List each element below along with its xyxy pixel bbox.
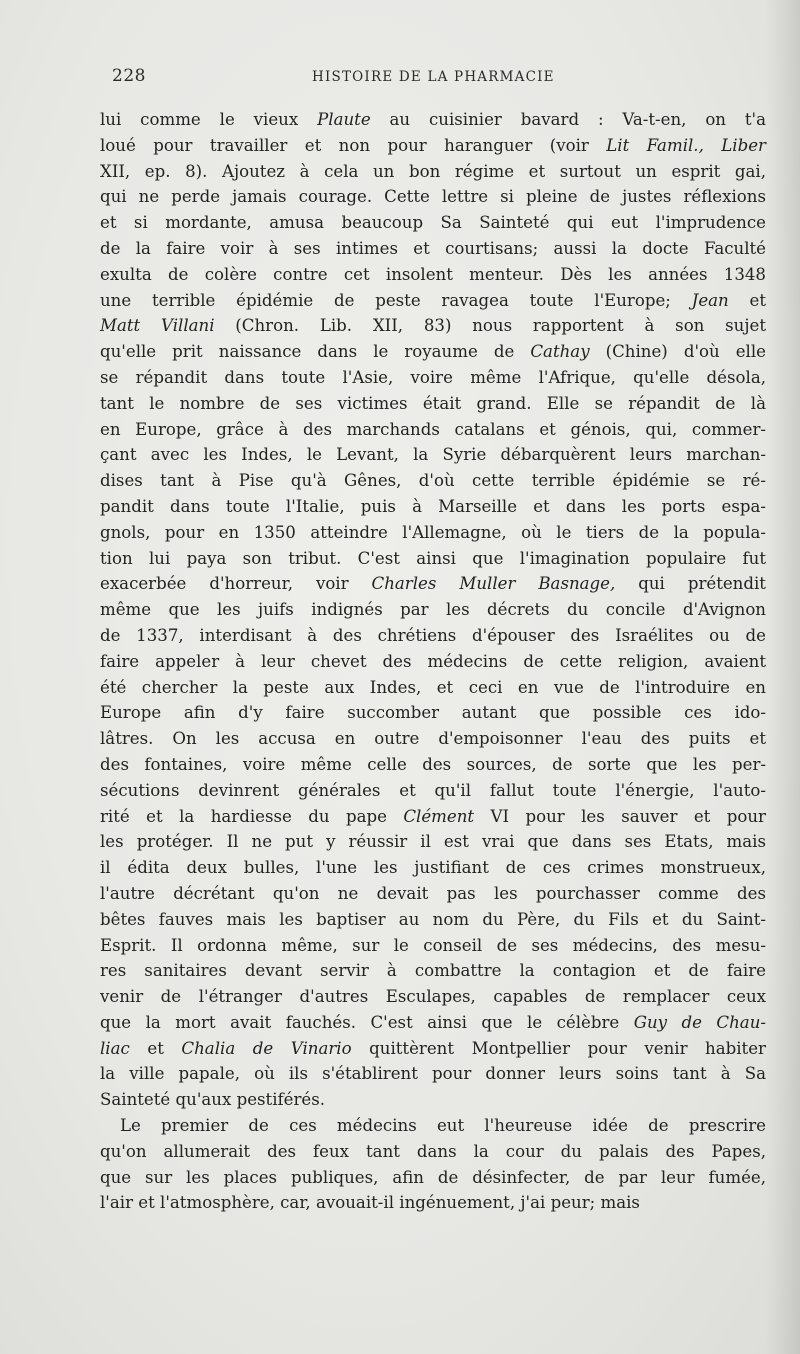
text-line bbox=[100, 1165, 766, 1191]
text-line bbox=[100, 1139, 766, 1165]
text-line bbox=[100, 546, 766, 572]
italic-name: Lit Famil., Liber bbox=[606, 135, 766, 155]
text-line bbox=[100, 804, 766, 830]
text-run: Le premier de ces médecins eut l'heureuse idée de prescrire bbox=[120, 1116, 766, 1136]
text-line bbox=[100, 829, 766, 855]
text-line bbox=[100, 159, 766, 185]
text-run: (Chron. Lib. XII, 83) nous rapportent à son sujet bbox=[214, 316, 766, 336]
text-line bbox=[100, 184, 766, 210]
text-run: loué pour travailler et non pour haranguer (voir bbox=[100, 135, 607, 155]
page-number: 228 bbox=[112, 66, 146, 86]
text-line bbox=[100, 391, 766, 417]
text-line bbox=[100, 1036, 766, 1062]
text-run: qu'elle prit naissance dans le royaume de bbox=[100, 342, 531, 362]
text-run: l'autre décrétant qu'on ne devait pas les pourchasser comme des bbox=[100, 883, 766, 903]
text-line bbox=[100, 417, 766, 443]
text-line bbox=[100, 597, 766, 623]
text-run: et bbox=[129, 1038, 182, 1058]
text-line bbox=[100, 1087, 766, 1113]
text-line bbox=[100, 881, 766, 907]
text-run: et si mordante, amusa beaucoup Sa Sainteté qui eut l'imprudence bbox=[100, 213, 766, 233]
italic-name: Chalia de Vinario bbox=[181, 1038, 352, 1058]
text-run: sécutions devinrent générales et qu'il fallut toute l'énergie, l'auto- bbox=[100, 780, 766, 800]
italic-name: Charles Muller Basnage, bbox=[371, 574, 616, 594]
text-line bbox=[100, 623, 766, 649]
text-run: une terrible épidémie de peste ravagea toute l'Europe; bbox=[100, 290, 692, 310]
text-line bbox=[100, 442, 766, 468]
text-line bbox=[100, 468, 766, 494]
text-run: XII, ep. 8). Ajoutez à cela un bon régime et surtout un esprit gai, bbox=[100, 161, 766, 181]
text-run: rité et la hardiesse du pape bbox=[100, 806, 404, 826]
text-line bbox=[100, 778, 766, 804]
text-run: de la faire voir à ses intimes et courtisans; aussi la docte Faculté bbox=[100, 238, 766, 258]
text-line bbox=[100, 494, 766, 520]
text-run: venir de l'étranger d'autres Esculapes, capables de remplacer ceux bbox=[100, 987, 766, 1007]
running-title: HISTOIRE DE LA PHARMACIE bbox=[312, 69, 555, 85]
text-run: que la mort avait fauchés. C'est ainsi que le célèbre bbox=[100, 1012, 634, 1032]
text-line bbox=[100, 752, 766, 778]
text-run: exacerbée d'horreur, voir bbox=[100, 574, 372, 594]
text-line bbox=[100, 700, 766, 726]
text-line bbox=[100, 262, 766, 288]
text-run: Esprit. Il ordonna même, sur le conseil de ses médecins, des mesu- bbox=[100, 935, 766, 955]
text-run: VI pour les sauver et pour bbox=[474, 806, 766, 826]
text-run: il édita deux bulles, l'une les justifiant de ces crimes monstrueux, bbox=[100, 858, 766, 878]
text-run: et bbox=[728, 290, 767, 310]
text-run: tant le nombre de ses victimes était grand. Elle se répandit de là bbox=[100, 393, 766, 413]
text-run: été chercher la peste aux Indes, et ceci en vue de l'introduire en bbox=[100, 677, 766, 697]
paragraph-2 bbox=[100, 1113, 766, 1216]
text-run: qui ne perde jamais courage. Cette lettre si pleine de justes réflexions bbox=[100, 187, 766, 207]
text-line bbox=[100, 958, 766, 984]
text-run: de 1337, interdisant à des chrétiens d'épouser des Israélites ou de bbox=[100, 625, 766, 645]
text-line bbox=[100, 649, 766, 675]
text-line bbox=[100, 571, 766, 597]
text-run: qui prétendit bbox=[615, 574, 766, 594]
text-run: dises tant à Pise qu'à Gênes, d'où cette terrible épidémie se ré- bbox=[100, 471, 766, 491]
text-run: exulta de colère contre cet insolent menteur. Dès les années 1348 bbox=[100, 264, 766, 284]
text-line bbox=[100, 907, 766, 933]
page-edge-shadow bbox=[766, 0, 800, 1354]
text-line bbox=[100, 520, 766, 546]
text-run: qu'on allumerait des feux tant dans la cour du palais des Papes, bbox=[100, 1141, 766, 1161]
text-run: que sur les places publiques, afin de désinfecter, de par leur fumée, bbox=[100, 1167, 766, 1187]
text-line bbox=[100, 1190, 766, 1216]
text-run: la ville papale, où ils s'établirent pour donner leurs soins tant à Sa bbox=[100, 1064, 766, 1084]
text-line bbox=[100, 313, 766, 339]
italic-name: liac bbox=[100, 1038, 130, 1058]
text-run: lui comme le vieux bbox=[100, 110, 318, 129]
text-run: res sanitaires devant servir à combattre la contagion et de faire bbox=[100, 961, 766, 981]
text-line bbox=[100, 288, 766, 314]
text-line bbox=[100, 339, 766, 365]
italic-name: Jean bbox=[691, 290, 729, 310]
text-run: en Europe, grâce à des marchands catalans et génois, qui, commer- bbox=[100, 419, 766, 439]
text-line bbox=[100, 107, 766, 133]
text-line bbox=[100, 933, 766, 959]
text-run: des fontaines, voire même celle des sources, de sorte que les per- bbox=[100, 754, 766, 774]
text-line bbox=[100, 984, 766, 1010]
page-header bbox=[112, 66, 768, 90]
text-run: même que les juifs indignés par les décrets du concile d'Avignon bbox=[100, 600, 766, 620]
italic-name: Clément bbox=[403, 806, 475, 826]
text-run: quittèrent Montpellier pour venir habiter bbox=[351, 1038, 766, 1058]
italic-name: Plaute bbox=[317, 110, 371, 129]
text-line bbox=[100, 1010, 766, 1036]
text-run: les protéger. Il ne put y réussir il est vrai que dans ses Etats, mais bbox=[100, 832, 766, 852]
text-run: lâtres. On les accusa en outre d'empoisonner l'eau des puits et bbox=[100, 729, 766, 749]
text-run: (Chine) d'où elle bbox=[589, 342, 766, 362]
text-line bbox=[100, 210, 766, 236]
text-run: l'air et l'atmosphère, car, avouait-il ingénuement, j'ai peur; mais bbox=[100, 1193, 640, 1213]
text-line bbox=[100, 1113, 766, 1139]
text-run: Sainteté qu'aux pestiférés. bbox=[100, 1090, 326, 1110]
italic-name: Matt Villani bbox=[100, 316, 215, 336]
text-line bbox=[100, 1061, 766, 1087]
text-run: bêtes fauves mais les baptiser au nom du Père, du Fils et du Saint- bbox=[100, 909, 766, 929]
text-line bbox=[100, 365, 766, 391]
text-run: tion lui paya son tribut. C'est ainsi que l'imagination populaire fut bbox=[100, 548, 766, 568]
text-run: gnols, pour en 1350 atteindre l'Allemagne, où le tiers de la popula- bbox=[100, 522, 766, 542]
italic-name: Guy de Chau- bbox=[633, 1012, 766, 1032]
text-run: çant avec les Indes, le Levant, la Syrie débarquèrent leurs marchan- bbox=[100, 445, 766, 465]
text-run: au cuisinier bavard : Va-t-en, on t'a bbox=[370, 110, 767, 129]
text-line bbox=[100, 726, 766, 752]
text-run: pandit dans toute l'Italie, puis à Marseille et dans les ports espa- bbox=[100, 496, 766, 516]
text-line bbox=[100, 236, 766, 262]
text-run: faire appeler à leur chevet des médecins de cette religion, avaient bbox=[100, 651, 766, 671]
text-line bbox=[100, 675, 766, 701]
italic-name: Cathay bbox=[530, 342, 590, 362]
text-line bbox=[100, 855, 766, 881]
text-line bbox=[100, 133, 766, 159]
text-run: Europe afin d'y faire succomber autant que possible ces ido- bbox=[100, 703, 766, 723]
text-run: se répandit dans toute l'Asie, voire même l'Afrique, qu'elle désola, bbox=[100, 367, 766, 387]
body-text bbox=[100, 107, 766, 1216]
paragraph-1 bbox=[100, 107, 766, 1113]
